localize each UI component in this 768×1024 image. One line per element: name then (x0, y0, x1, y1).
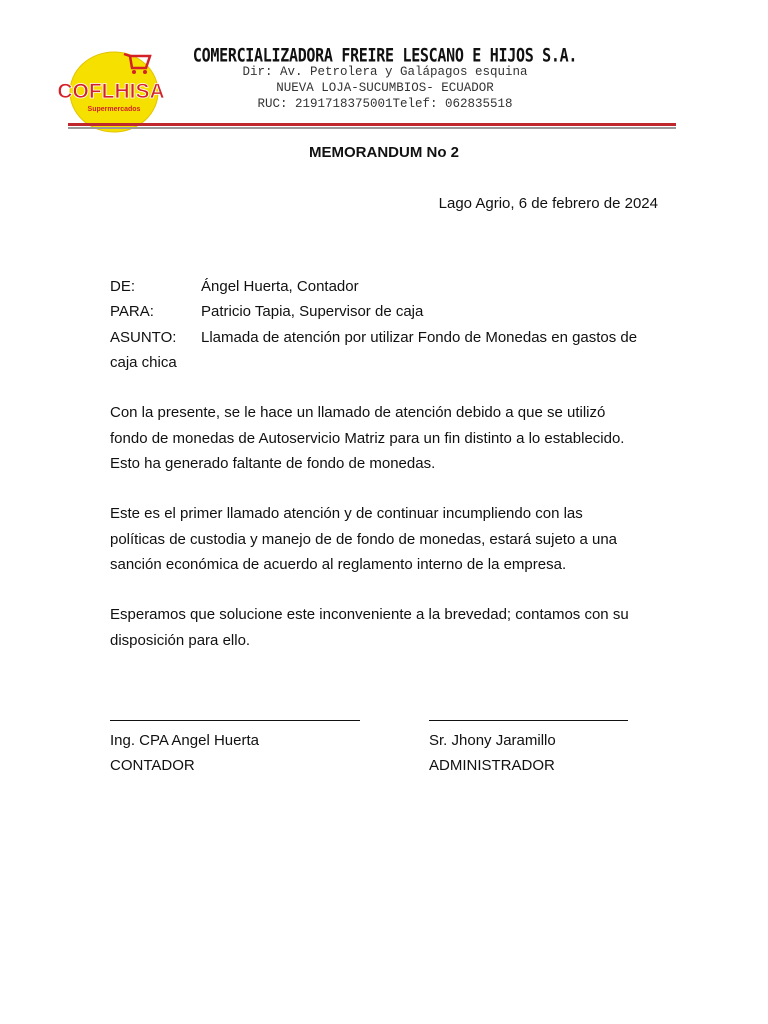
memo-title: MEMORANDUM No 2 (309, 144, 459, 161)
body-paragraph-2 (110, 501, 670, 578)
para-label: PARA: (110, 303, 154, 320)
logo-subtext: Supermercados (87, 106, 141, 113)
header-divider-red (68, 123, 676, 126)
signature-right-name: Sr. Jhony Jaramillo (429, 732, 556, 749)
company-address: Dir: Av. Petrolera y Galápagos esquina (242, 65, 528, 79)
header-divider-gray (68, 127, 676, 129)
asunto-value: Llamada de atención por utilizar Fondo de Monedas en gastos de (201, 329, 638, 346)
de-label: DE: (110, 278, 136, 295)
body-line: Esto ha generado faltante de fondo de monedas. (110, 455, 436, 472)
body-line: sanción económica de acuerdo al reglamento interno de la empresa. (110, 556, 567, 573)
signature-line-right (429, 720, 628, 721)
body-line: fondo de monedas de Autoservicio Matriz para un fin distinto a lo establecido. (110, 429, 625, 447)
signature-line-left (110, 720, 360, 721)
body-line: Este es el primer llamado atención y de continuar incumpliendo con las (110, 505, 583, 522)
body-paragraph-1 (110, 400, 670, 477)
logo-text: COFLHISA (57, 80, 165, 103)
company-logo (52, 48, 170, 134)
para-value: Patricio Tapia, Supervisor de caja (201, 303, 424, 320)
body-line: Con la presente, se le hace un llamado de atención debido a que se utilizó (110, 404, 606, 421)
body-line: políticas de custodia y manejo de de fondo de monedas, estará sujeto a una (110, 530, 618, 548)
signature-left-name: Ing. CPA Angel Huerta (110, 732, 259, 749)
body-line: Esperamos que solucione este inconveniente a la brevedad; contamos con su (110, 606, 629, 623)
signature-right-role: ADMINISTRADOR (429, 757, 555, 774)
company-ruc-phone: RUC: 2191718375001Telef: 062835518 (257, 97, 513, 111)
de-value: Ángel Huerta, Contador (201, 278, 359, 295)
company-city: NUEVA LOJA-SUCUMBIOS- ECUADOR (276, 81, 494, 95)
body-paragraph-3 (110, 602, 670, 653)
company-name: COMERCIALIZADORA FREIRE LESCANO E HIJOS S.A. (192, 44, 578, 67)
memo-date: Lago Agrio, 6 de febrero de 2024 (438, 195, 658, 212)
asunto-label: ASUNTO: (110, 329, 177, 346)
body-line: disposición para ello. (110, 631, 251, 649)
asunto-continuation: caja chica (110, 354, 177, 371)
signature-left-role: CONTADOR (110, 757, 195, 774)
